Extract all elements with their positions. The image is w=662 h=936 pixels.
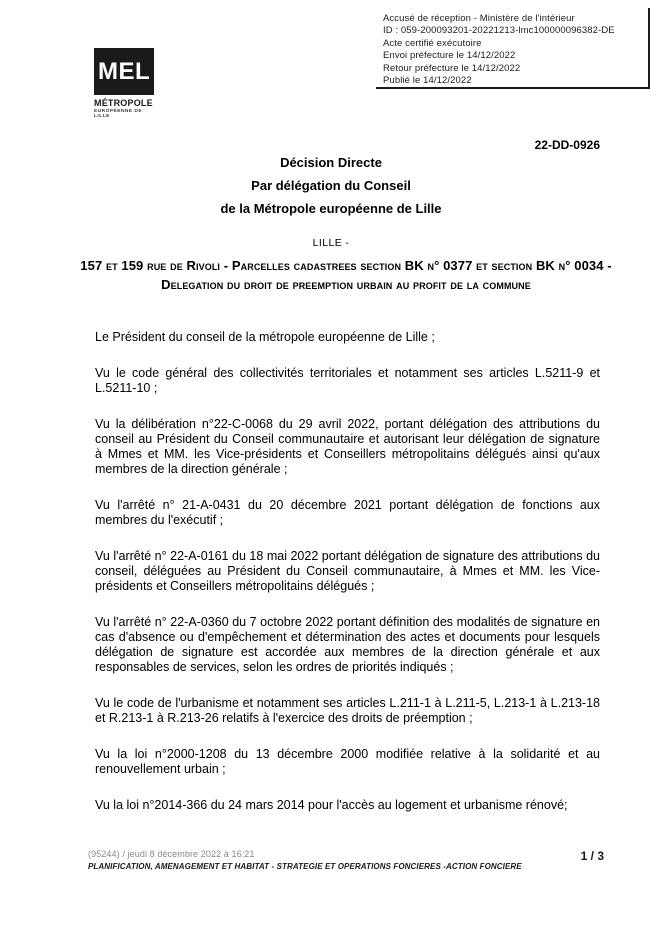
page-footer <box>88 849 604 871</box>
paragraph: Vu l'arrêté n° 21-A-0431 du 20 décembre 2021 portant délégation de fonctions aux membres du l'exécutif ; <box>95 498 600 527</box>
paragraph: Le Président du conseil de la métropole européenne de Lille ; <box>95 330 435 344</box>
paragraph: Vu la loi n°2000-1208 du 13 décembre 2000 modifiée relative à la solidarité et au renouvellement urbain ; <box>95 747 600 776</box>
mel-logo-subtitle: EUROPÉENNE DE LILLE <box>94 109 143 119</box>
paragraph: Vu l'arrêté n° 22-A-0360 du 7 octobre 2022 portant définition des modalités de signature en cas d'absence ou d'empêchement et détermination des actes et documents pour lesquels délégation de signature est accordée aux membres de la direction générale et aux responsables de services, selon les ordres de priorités indiqués ; <box>95 615 600 674</box>
page-number: 1 / 3 <box>580 849 604 863</box>
paragraph: Vu l'arrêté n° 22-A-0161 du 18 mai 2022 portant délégation de signature des attributions du conseil, déléguées au Président du Conseil communautaire, à Mmes et MM. les Vice-présidents et Conseillers métropolitains délégués ; <box>95 549 600 593</box>
footer-department: PLANIFICATION, AMENAGEMENT ET HABITAT - STRATEGIE ET OPERATIONS FONCIERES -ACTION FONCIERE <box>88 862 522 871</box>
city-heading: LILLE - <box>312 237 350 249</box>
document-reference: 22-DD-0926 <box>534 138 600 152</box>
mel-acronym: MEL <box>98 57 151 85</box>
footer-meta: (95244) / jeudi 8 décembre 2022 à 16:21 <box>88 849 255 859</box>
mel-logo-square <box>94 48 154 95</box>
paragraph: Vu le code général des collectivités territoriales et notamment ses articles L.5211-9 et L.5211-10 ; <box>95 366 600 395</box>
stamp-line: Acte certifié exécutoire <box>383 37 482 49</box>
title-line: Décision Directe <box>280 155 382 170</box>
decision-title <box>0 151 662 220</box>
title-line: Par délégation du Conseil <box>251 178 411 193</box>
subject-heading: 157 et 159 rue de Rivoli - Parcelles cadastrees section BK n° 0377 et section BK n° 0034 - Delegation du droit de preemption urbain au profit de la commune <box>80 258 612 292</box>
stamp-line: Retour préfecture le 14/12/2022 <box>383 62 521 74</box>
paragraph: Vu le code de l'urbanisme et notamment ses articles L.211-1 à L.211-5, L.213-1 à L.213-18 et R.213-1 à R.213-26 relatifs à l'exercice des droits de préemption ; <box>95 696 600 725</box>
stamp-line: Envoi préfecture le 14/12/2022 <box>383 50 516 62</box>
stamp-line: Publié le 14/12/2022 <box>383 75 472 87</box>
paragraph: Vu la délibération n°22-C-0068 du 29 avril 2022, portant délégation des attributions du conseil au Président du Conseil communautaire et autorisant leur délégation de signature à Mmes et MM. les Vice-présidents et Conseillers métropolitains délégués ainsi qu'aux membres de la direction générale ; <box>95 417 600 476</box>
title-line: de la Métropole européenne de Lille <box>220 201 442 216</box>
stamp-line: ID : 059-200093201-20221213-lmc100000096382-DE <box>383 25 615 37</box>
document-body <box>95 330 600 834</box>
reception-stamp <box>376 8 650 89</box>
mel-logo <box>94 48 156 119</box>
mel-logo-name: MÉTROPOLE <box>94 98 153 108</box>
stamp-line: Accusé de réception - Ministère de l'intérieur <box>383 13 575 24</box>
paragraph: Vu la loi n°2014-366 du 24 mars 2014 pour l'accès au logement et urbanisme rénové; <box>95 798 568 812</box>
